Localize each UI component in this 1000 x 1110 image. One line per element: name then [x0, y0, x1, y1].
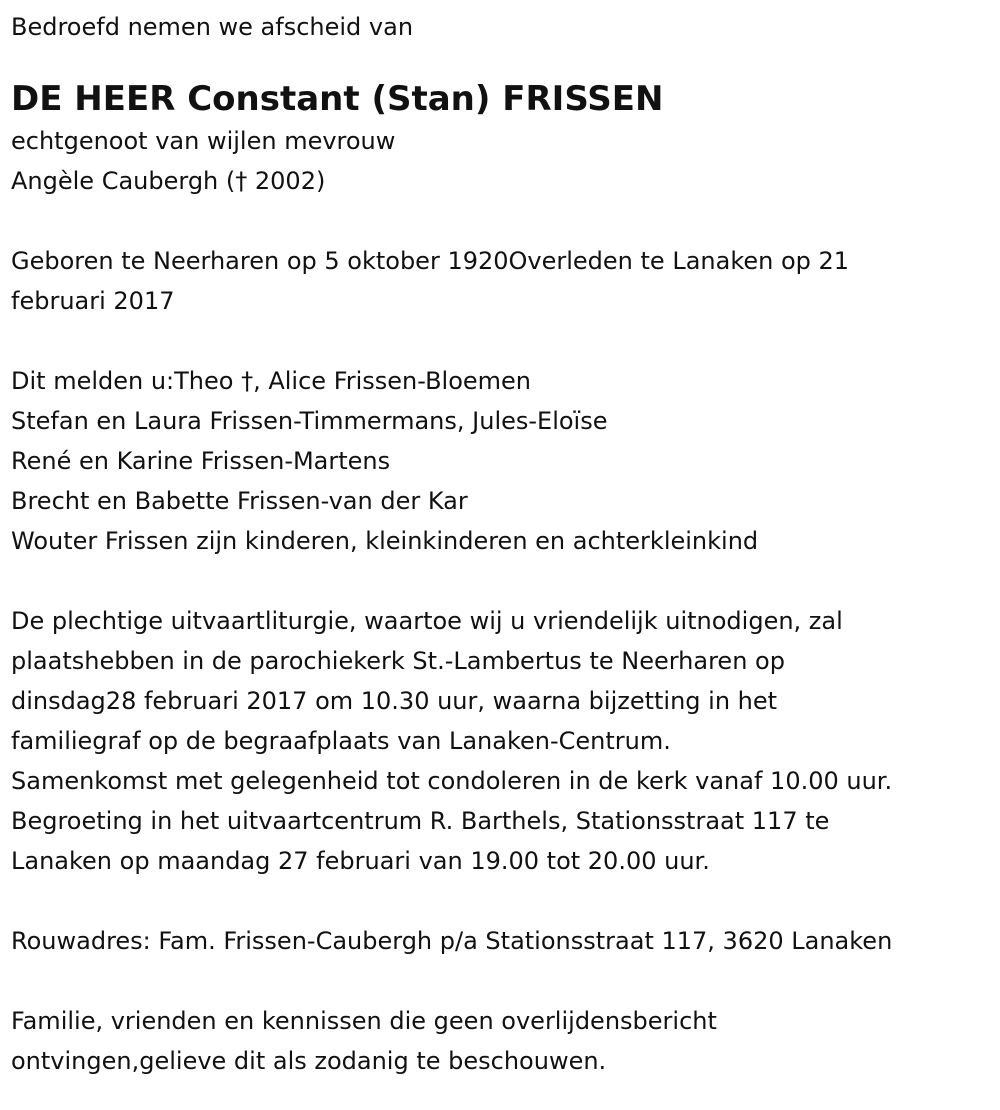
ceremony-line-4: familiegraf op de begraafplaats van Lanaken-Centrum. [11, 727, 671, 755]
birth-death-line-1: Geboren te Neerharen op 5 oktober 1920Overleden te Lanaken op 21 [11, 247, 850, 275]
family-line-1: Dit melden u:Theo †, Alice Frissen-Bloemen [11, 367, 532, 395]
birth-death-line-2: februari 2017 [11, 287, 175, 315]
family-line-5: Wouter Frissen zijn kinderen, kleinkinderen en achterkleinkind [11, 527, 759, 555]
ceremony-line-5: Samenkomst met gelegenheid tot condoleren in de kerk vanaf 10.00 uur. [11, 767, 893, 795]
family-block [11, 361, 1000, 561]
ceremony-line-1: De plechtige uitvaartliturgie, waartoe wij u vriendelijk uitnodigen, zal [11, 607, 843, 635]
family-line-2: Stefan en Laura Frissen-Timmermans, Jules-Eloïse [11, 407, 608, 435]
deceased-block [11, 77, 1000, 201]
ceremony-line-6: Begroeting in het uitvaartcentrum R. Barthels, Stationsstraat 117 te [11, 807, 830, 835]
ceremony-line-7: Lanaken op maandag 27 februari van 19.00 tot 20.00 uur. [11, 847, 710, 875]
ceremony-block [11, 601, 1000, 881]
family-line-3: René en Karine Frissen-Martens [11, 447, 391, 475]
family-line-4: Brecht en Babette Frissen-van der Kar [11, 487, 468, 515]
deceased-name: DE HEER Constant (Stan) FRISSEN [11, 79, 664, 119]
ceremony-line-3: dinsdag28 februari 2017 om 10.30 uur, waarna bijzetting in het [11, 687, 778, 715]
birth-death-block [11, 241, 1000, 321]
closing-line-2: ontvingen,gelieve dit als zodanig te beschouwen. [11, 1047, 607, 1075]
address-line: Rouwadres: Fam. Frissen-Caubergh p/a Stationsstraat 117, 3620 Lanaken [11, 927, 893, 955]
intro-text: Bedroefd nemen we afscheid van [11, 13, 414, 41]
closing-line-1: Familie, vrienden en kennissen die geen overlijdensbericht [11, 1007, 717, 1035]
spouse-line-1: echtgenoot van wijlen mevrouw [11, 127, 396, 155]
ceremony-line-2: plaatshebben in de parochiekerk St.-Lambertus te Neerharen op [11, 647, 785, 675]
closing-block [11, 1001, 1000, 1081]
address-block [11, 921, 1000, 961]
spouse-line-2: Angèle Caubergh († 2002) [11, 167, 326, 195]
